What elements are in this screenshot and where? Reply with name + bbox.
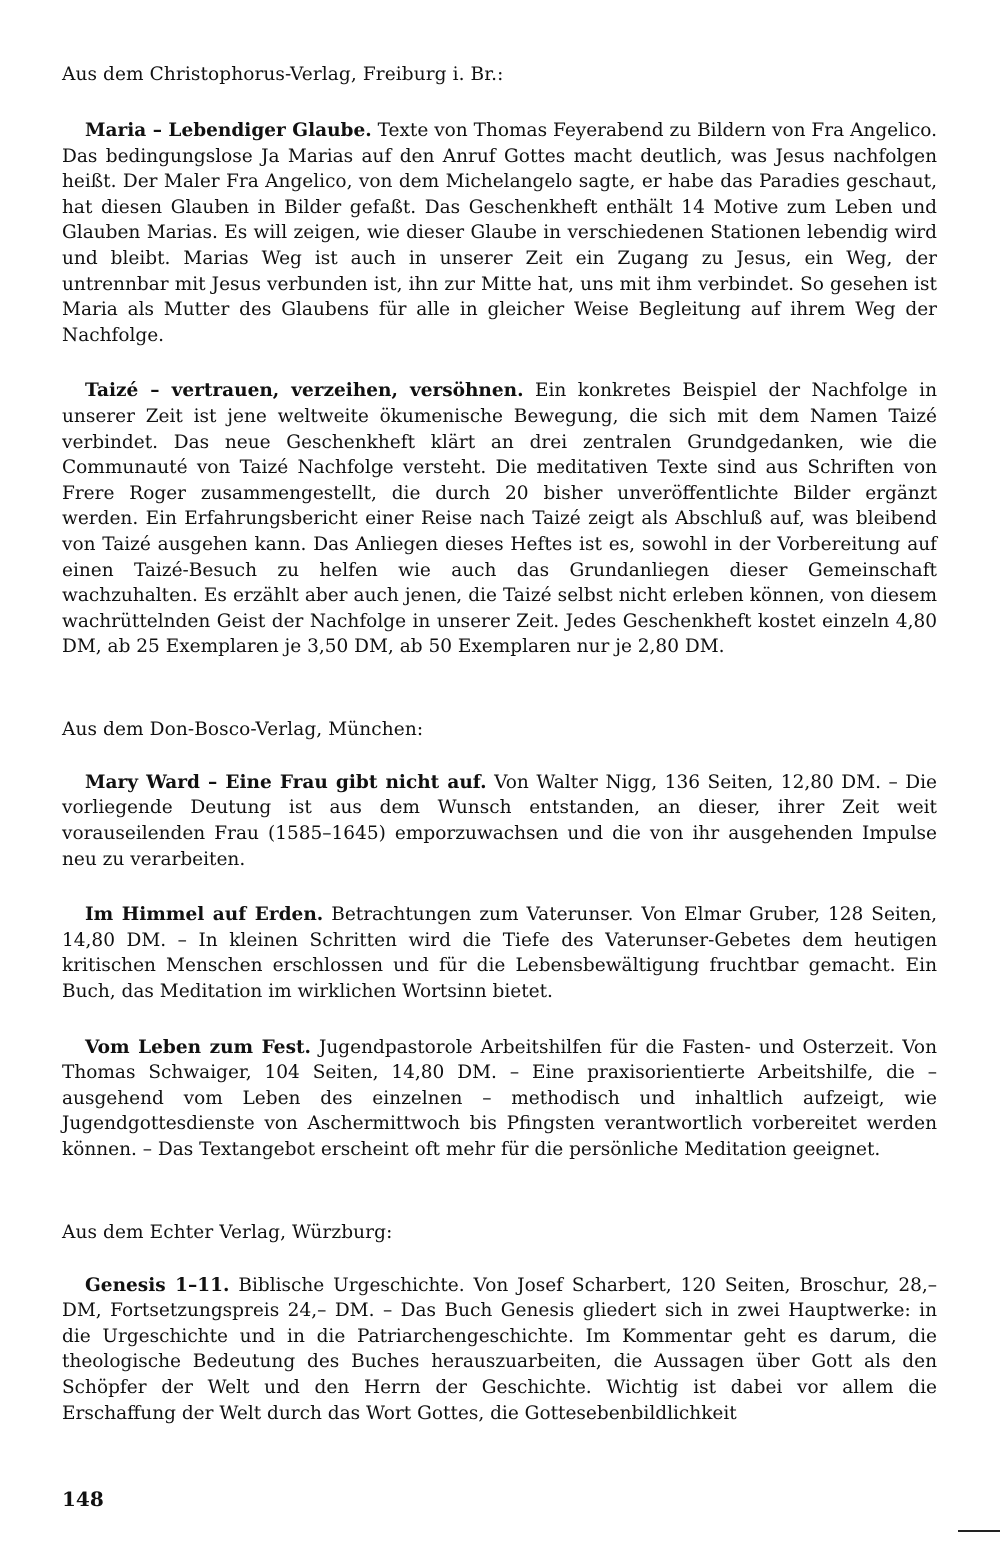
book-entry	[62, 1035, 937, 1163]
book-title: Taizé – vertrauen, verzeihen, versöhnen.	[85, 380, 524, 402]
book-title: Maria – Lebendiger Glaube.	[85, 120, 372, 141]
book-entry	[62, 118, 937, 348]
page-edge-mark	[958, 1530, 1000, 1532]
book-entry	[62, 1273, 937, 1427]
book-title: Im Himmel auf Erden.	[85, 904, 324, 926]
book-title: Vom Leben zum Fest.	[85, 1036, 311, 1058]
book-entry	[62, 378, 937, 660]
page-number: 148	[62, 1487, 104, 1511]
publisher-heading: Aus dem Christophorus-Verlag, Freiburg i. Br.:	[62, 64, 504, 85]
book-title: Mary Ward – Eine Frau gibt nicht auf.	[85, 771, 487, 793]
book-description: Texte von Thomas Feyerabend zu Bildern von Fra Angelico. Das bedingungslose Ja Marias auf den Anruf Gottes macht deutlich, was Jesus nachfolgen heißt. Der Maler Fra Angelico, von dem Michelangelo sagte, er habe das Paradies geschaut, hat diesen Glauben in Bilder gefaßt. Das Geschenkheft enthält 14 Motive zum Leben und Glauben Marias. Es will zeigen, wie dieser Glaube in verschiedenen Stationen lebendig wird und bleibt. Marias Weg ist auch in unserer Zeit ein Zugang zu Jesus, ein Weg, der untrennbar mit Jesus verbunden ist, ihn zur Mitte hat, uns mit ihm verbindet. So gesehen ist Maria als Mutter des Glaubens für alle in gleicher Weise Begleitung auf ihrem Weg der Nachfolge.	[62, 120, 937, 346]
publisher-heading: Aus dem Echter Verlag, Würzburg:	[62, 1221, 393, 1243]
book-description: Biblische Urgeschichte. Von Josef Scharbert, 120 Seiten, Broschur, 28,– DM, Fortsetzungspreis 24,– DM. – Das Buch Genesis gliedert sich in zwei Hauptwerke: in die Urgeschichte und in die Patriarchengeschichte. Im Kommentar geht es darum, die theologische Bedeutung des Buches herauszuarbeiten, die Aussagen über Gott als den Schöpfer der Welt und den Herrn der Geschichte. Wichtig ist dabei vor allem die Erschaffung der Welt durch das Wort Gottes, die Gottesebenbildlichkeit	[62, 1274, 937, 1424]
book-description: Jugendpastorole Arbeitshilfen für die Fasten- und Osterzeit. Von Thomas Schwaiger, 104 Seiten, 14,80 DM. – Eine praxisorientierte Arbeitshilfe, die – ausgehend vom Leben des einzelnen – methodisch und inhaltlich aufzeigt, wie Jugendgottesdienste von Aschermittwoch bis Pfingsten verantwortlich vorbereitet werden können. – Das Textangebot erscheint oft mehr für die persönliche Meditation geeignet.	[62, 1036, 937, 1160]
book-entry	[62, 770, 937, 872]
page-body	[62, 62, 937, 1426]
book-entry	[62, 902, 937, 1004]
book-title: Genesis 1–11.	[85, 1274, 230, 1296]
book-description: Betrachtungen zum Vaterunser. Von Elmar Gruber, 128 Seiten, 14,80 DM. – In kleinen Schritten wird die Tiefe des Vaterunser-Gebetes dem heutigen kritischen Menschen erschlossen und für die Lebensbewältigung fruchtbar gemacht. Ein Buch, das Meditation im wirklichen Wortsinn bietet.	[62, 904, 937, 1003]
book-description: Ein konkretes Beispiel der Nachfolge in unserer Zeit ist jene weltweite ökumenische Bewegung, die sich mit dem Namen Taizé verbindet. Das neue Geschenkheft klärt an drei zentralen Grundgedanken, wie die Communauté von Taizé Nachfolge versteht. Die meditativen Texte sind aus Schriften von Frere Roger zusammengestellt, die durch 20 bisher unveröffentlichte Bilder ergänzt werden. Ein Erfahrungsbericht einer Reise nach Taizé zeigt als Abschluß auf, was bleibend von Taizé ausgehen kann. Das Anliegen dieses Heftes ist es, sowohl in der Vorbereitung auf einen Taizé-Besuch zu helfen wie auch das Grundanliegen dieser Gemeinschaft wachzuhalten. Es erzählt aber auch jenen, die Taizé selbst nicht erleben können, von diesem wachrüttelnden Geist der Nachfolge in unserer Zeit. Jedes Geschenkheft kostet einzeln 4,80 DM, ab 25 Exemplaren je 3,50 DM, ab 50 Exemplaren nur je 2,80 DM.	[62, 380, 937, 658]
publisher-heading: Aus dem Don-Bosco-Verlag, München:	[62, 718, 424, 740]
book-description: Von Walter Nigg, 136 Seiten, 12,80 DM. – Die vorliegende Deutung ist aus dem Wunsch entstanden, an dieser, ihrer Zeit weit vorauseilenden Frau (1585–1645) emporzuwachsen und die von ihr ausgehenden Impulse neu zu verarbeiten.	[62, 771, 938, 870]
